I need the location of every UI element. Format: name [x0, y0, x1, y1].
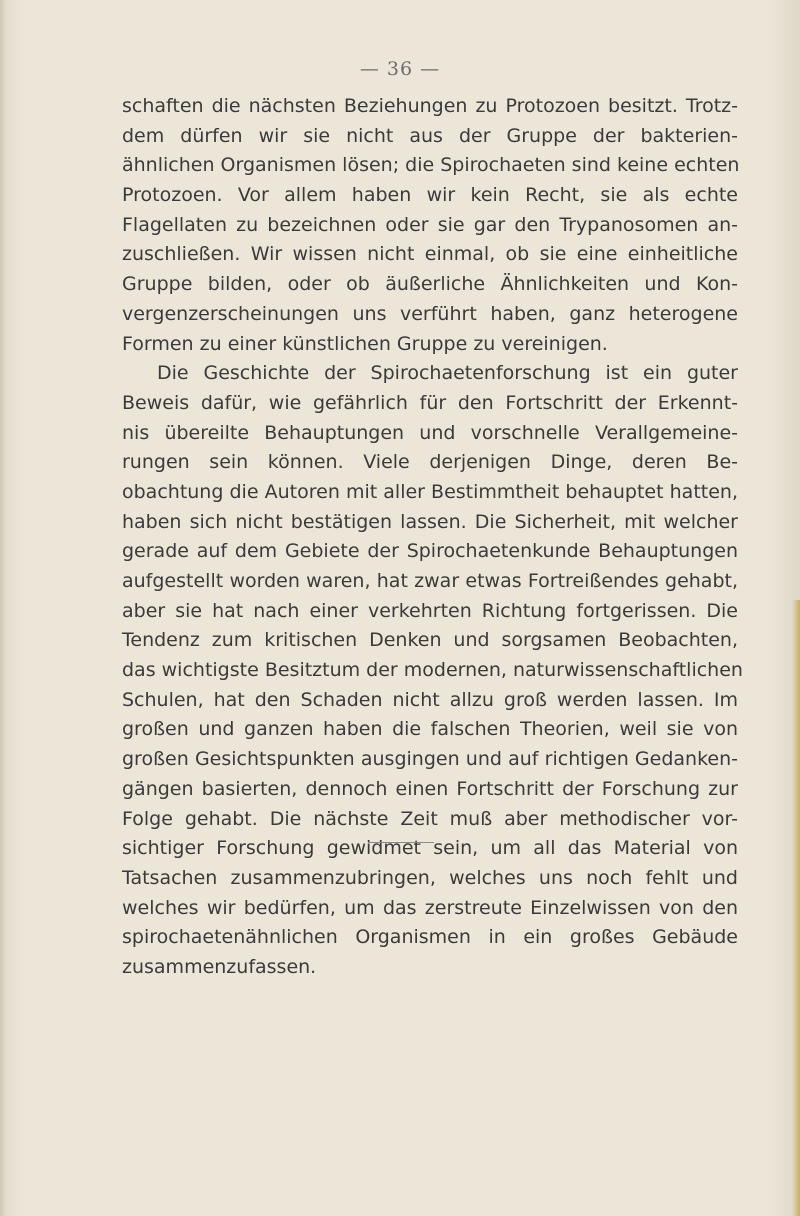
text-line: Tatsachen zusammenzubringen, welches uns noch fehlt und — [122, 866, 738, 889]
paragraph-start-line: Die Geschichte der Spirochaetenforschung ist ein guter — [157, 362, 738, 385]
text-line: zuschließen. Wir wissen nicht einmal, ob sie eine einheitliche — [122, 243, 738, 266]
text-line: sichtiger Forschung gewidmet sein, um all das Material von — [122, 837, 738, 860]
text-line: Schulen, hat den Schaden nicht allzu groß werden lassen. Im — [122, 688, 738, 711]
text-line: Tendenz zum kritischen Denken und sorgsamen Beobachten, — [122, 629, 738, 652]
paragraph-end-line: Formen zu einer künstlichen Gruppe zu vereinigen. — [122, 332, 608, 355]
body-text — [122, 92, 743, 983]
text-line: rungen sein können. Viele derjenigen Dinge, deren Be- — [122, 451, 738, 474]
text-line: welches wir bedürfen, um das zerstreute Einzelwissen von den — [122, 896, 738, 919]
text-line: Folge gehabt. Die nächste Zeit muß aber methodischer vor- — [122, 807, 738, 830]
text-line: haben sich nicht bestätigen lassen. Die Sicherheit, mit welcher — [122, 510, 738, 533]
text-line: großen und ganzen haben die falschen Theorien, weil sie von — [122, 718, 738, 741]
text-line: nis übereilte Behauptungen und vorschnelle Verallgemeine- — [122, 421, 738, 444]
text-line: vergenzerscheinungen uns verführt haben, ganz heterogene — [122, 302, 738, 325]
text-line: das wichtigste Besitztum der modernen, naturwissenschaftlichen — [122, 659, 743, 682]
text-line: Gruppe bilden, oder ob äußerliche Ähnlichkeiten und Kon- — [122, 273, 738, 296]
text-line: Beweis dafür, wie gefährlich für den Fortschritt der Erkennt- — [122, 391, 738, 414]
paragraph-end-line: zusammenzufassen. — [122, 955, 317, 978]
text-line: Protozoen. Vor allem haben wir kein Recht, sie als echte — [122, 184, 738, 207]
text-line: obachtung die Autoren mit aller Bestimmtheit behauptet hatten, — [122, 480, 738, 503]
page-edge-stain — [792, 600, 800, 1216]
text-line: aber sie hat nach einer verkehrten Richtung fortgerissen. Die — [122, 599, 738, 622]
end-rule — [368, 842, 434, 843]
text-line: großen Gesichtspunkten ausgingen und auf richtigen Gedanken- — [122, 748, 738, 771]
text-line: schaften die nächsten Beziehungen zu Protozoen besitzt. Trotz- — [122, 95, 738, 117]
text-line: aufgestellt worden waren, hat zwar etwas Fortreißendes gehabt, — [122, 570, 738, 592]
page-gutter-shadow — [0, 0, 6, 1216]
text-line: spirochaetenähnlichen Organismen in ein großes Gebäude — [122, 926, 738, 949]
text-line: Flagellaten zu bezeichnen oder sie gar den Trypanosomen an- — [122, 213, 738, 236]
text-line: gerade auf dem Gebiete der Spirochaetenkunde Behauptungen — [122, 540, 738, 563]
text-line: gängen basierten, dennoch einen Fortschritt der Forschung zur — [122, 777, 738, 800]
text-line: ähnlichen Organismen lösen; die Spirochaeten sind keine echten — [122, 154, 740, 177]
page-number: — 36 — — [359, 58, 441, 80]
text-line: dem dürfen wir sie nicht aus der Gruppe der bakterien- — [122, 124, 738, 147]
